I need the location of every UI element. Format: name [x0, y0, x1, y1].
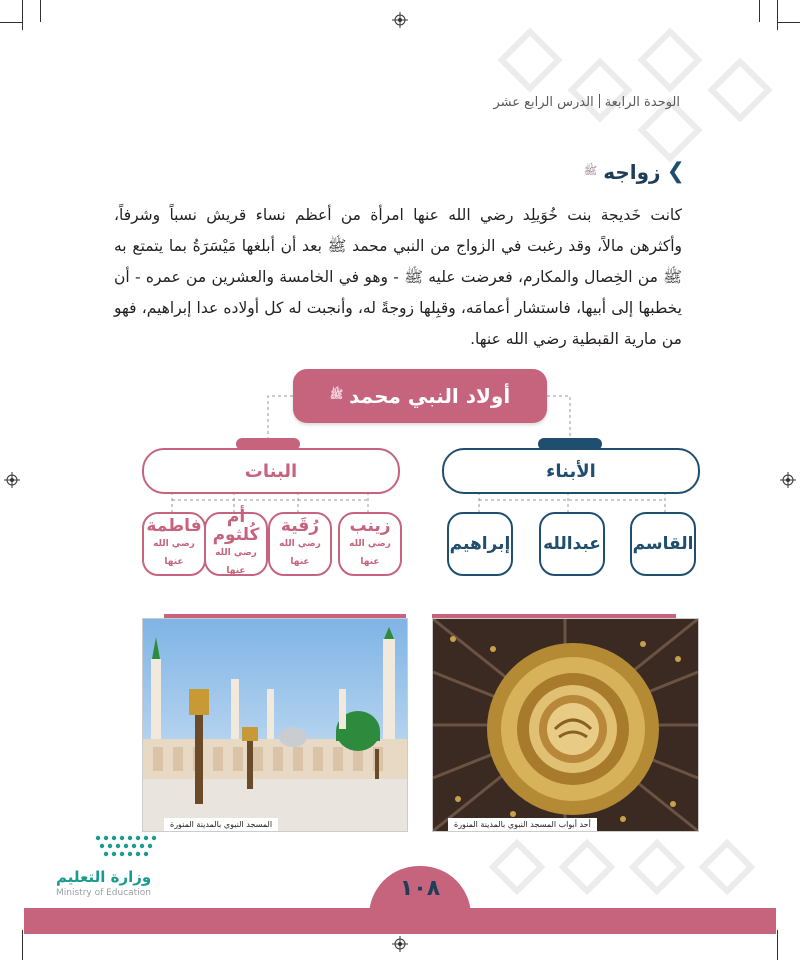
sons-category: الأبناء — [442, 448, 700, 494]
honorific: رضي الله عنها — [153, 539, 195, 567]
daughter-box — [338, 512, 402, 576]
honorific: ﷺ — [329, 388, 344, 401]
page-number: ١٠٨ — [399, 876, 441, 901]
registration-mark-icon — [392, 936, 408, 952]
daughters-category: البنات — [142, 448, 400, 494]
daughter-name-2: كُلثوم — [212, 525, 260, 545]
crop-mark — [777, 930, 778, 960]
daughter-box — [204, 507, 268, 576]
ministry-logo-dots-icon — [92, 830, 162, 864]
ministry-name-en: Ministry of Education — [56, 888, 151, 898]
crop-mark — [22, 930, 23, 960]
body-paragraph: كانت خَديجة بنت خُوَيلِد رضي الله عنها امرأة من أعظم نساء قريش نسباً وشرفاً، وأكثرهن مالاً، وقد رغبت في الزواج من النبي محمد ﷺ بعد أن أبلغها مَيْسَرَةُ بما يتمتع به ﷺ من الخِصال والمكارم، فعرضت عليه ﷺ - وهو في الخامسة والعشرين من عمره - أن يخطبها إلى أبيها، فاستشار أعمامَه، وقبِلها زوجةً له، وأنجبت له كل أولاده عدا إبراهيم، فهو من مارية القبطية رضي الله عنها. — [114, 206, 682, 348]
unit-label: الوحدة الرابعة — [604, 95, 680, 110]
diagram-root — [293, 369, 547, 423]
daughter-name: زينب — [349, 516, 391, 536]
honorific: ﷺ — [583, 164, 598, 177]
diagram-root-label: أولاد النبي محمد — [349, 384, 511, 408]
lesson-label: الدرس الرابع عشر — [493, 95, 594, 110]
honorific: رضي الله عنها — [215, 548, 257, 576]
daughter-name: رُقَية — [280, 516, 320, 536]
son-box: إبراهيم — [447, 512, 513, 576]
daughter-box — [268, 512, 332, 576]
daughter-name: أم — [226, 507, 246, 527]
edition-year: 2022 - 1444 — [56, 900, 111, 910]
daughter-name: فاطمة — [146, 516, 202, 536]
honorific: رضي الله عنها — [279, 539, 321, 567]
photo-caption: المسجد النبوي بالمدينة المنورة — [164, 818, 278, 831]
background-pattern — [480, 820, 780, 910]
mosque-photo — [142, 618, 408, 832]
son-box: عبدالله — [539, 512, 605, 576]
mosque-illustration — [143, 619, 407, 831]
door-illustration — [433, 619, 698, 831]
honorific: رضي الله عنها — [349, 539, 391, 567]
chevron-left-icon: ❯ — [666, 159, 685, 184]
photo-caption: أحد أبواب المسجد النبوي بالمدينة المنورة — [448, 818, 597, 831]
ministry-name-ar: وزارة التعليم — [56, 868, 152, 886]
section-title: زواجه — [603, 160, 661, 184]
daughter-box — [142, 512, 206, 576]
son-box: القاسم — [630, 512, 696, 576]
door-photo — [432, 618, 699, 832]
